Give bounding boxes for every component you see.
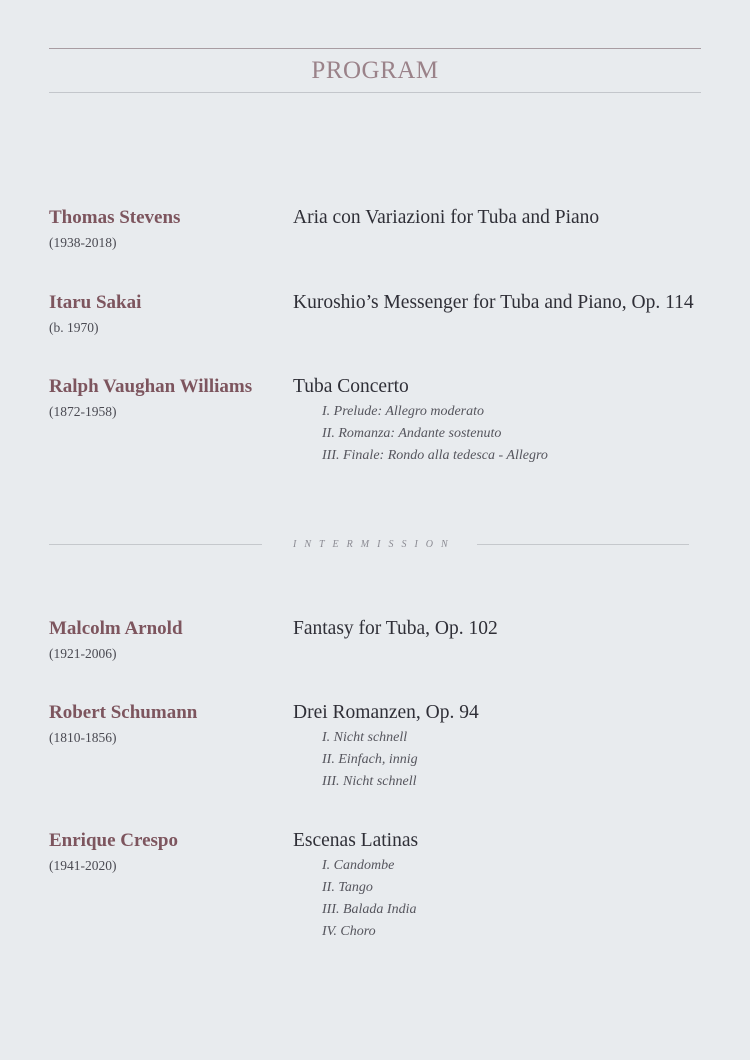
work-title: Aria con Variazioni for Tuba and Piano xyxy=(293,207,600,228)
divider-line-left xyxy=(49,544,262,545)
work-block xyxy=(293,375,713,467)
movement-item: I. Candombe xyxy=(322,858,395,873)
composer-block xyxy=(49,701,289,750)
composer-dates: (1941-2020) xyxy=(49,858,117,873)
intermission-divider xyxy=(49,536,689,554)
movement-list xyxy=(322,727,713,793)
movement-item: IV. Choro xyxy=(322,924,376,939)
work-block xyxy=(293,206,713,230)
composer-block xyxy=(49,375,289,424)
movement-list xyxy=(322,855,713,943)
movement-item: II. Tango xyxy=(322,880,373,895)
work-title: Kuroshio’s Messenger for Tuba and Piano, Op. 114 xyxy=(293,292,694,313)
composer-dates: (1872-1958) xyxy=(49,404,117,419)
composer-block xyxy=(49,291,289,340)
composer-name: Thomas Stevens xyxy=(49,207,181,228)
divider-line-right xyxy=(477,544,689,545)
composer-dates: (1938-2018) xyxy=(49,235,117,250)
work-block xyxy=(293,617,713,641)
composer-dates: (b. 1970) xyxy=(49,320,99,335)
intermission-label: INTERMISSION xyxy=(293,539,456,550)
composer-name: Robert Schumann xyxy=(49,702,198,723)
composer-dates: (1921-2006) xyxy=(49,646,117,661)
movement-item: II. Romanza: Andante sostenuto xyxy=(322,426,502,441)
composer-block xyxy=(49,617,289,666)
composer-name: Itaru Sakai xyxy=(49,292,142,313)
work-block xyxy=(293,291,713,315)
movement-item: III. Balada India xyxy=(322,902,417,917)
work-title: Fantasy for Tuba, Op. 102 xyxy=(293,618,498,639)
work-title: Drei Romanzen, Op. 94 xyxy=(293,702,479,723)
movement-item: III. Nicht schnell xyxy=(322,774,417,789)
work-title: Tuba Concerto xyxy=(293,376,409,397)
composer-name: Malcolm Arnold xyxy=(49,618,183,639)
movement-item: II. Einfach, innig xyxy=(322,752,418,767)
movement-item: I. Prelude: Allegro moderato xyxy=(322,404,485,419)
page-title: PROGRAM xyxy=(311,57,439,84)
composer-block xyxy=(49,829,289,878)
program-header xyxy=(49,48,701,93)
movement-list xyxy=(322,401,713,467)
movement-item: III. Finale: Rondo alla tedesca - Allegro xyxy=(322,448,548,463)
composer-name: Ralph Vaughan Williams xyxy=(49,376,253,397)
movement-item: I. Nicht schnell xyxy=(322,730,408,745)
composer-block xyxy=(49,206,289,255)
work-title: Escenas Latinas xyxy=(293,830,419,851)
composer-dates: (1810-1856) xyxy=(49,730,117,745)
work-block xyxy=(293,829,713,943)
work-block xyxy=(293,701,713,793)
composer-name: Enrique Crespo xyxy=(49,830,178,851)
